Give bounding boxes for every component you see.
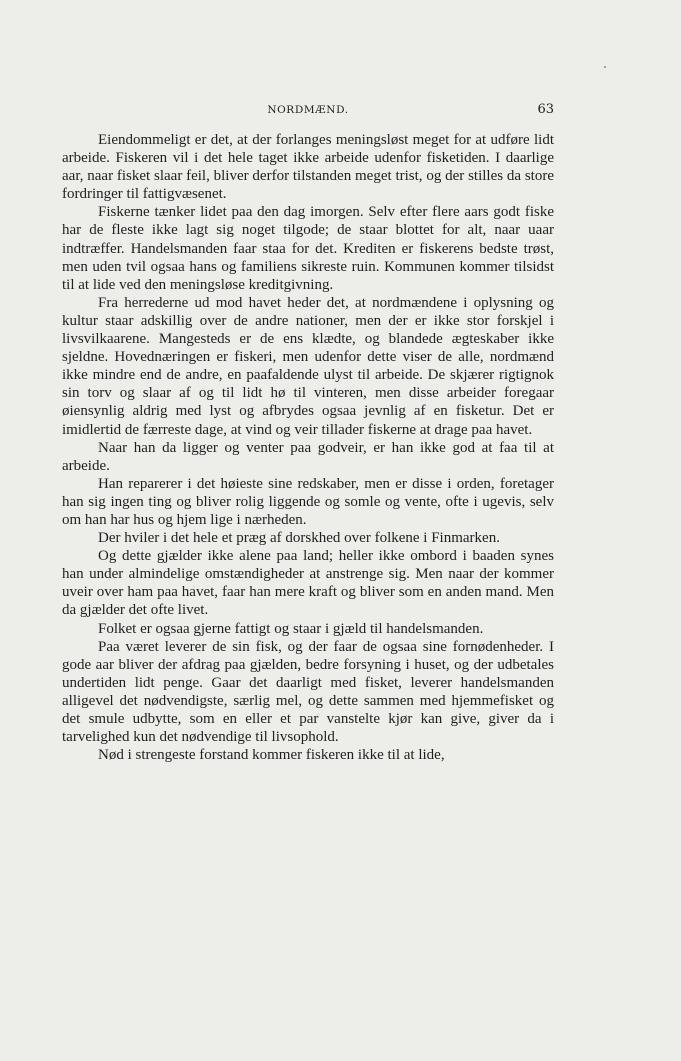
paper-speck [604, 66, 606, 68]
running-header [62, 102, 554, 120]
running-title: NORDMÆND. [267, 104, 349, 116]
paragraph: Han reparerer i det høieste sine redskaber, men er disse i orden, foretager han sig ingen ting og bliver rolig liggende og somle og vente, ofte i ugevis, selv om han har hus og hjem lige i nærheden. [62, 475, 554, 528]
paragraph: Fra herrederne ud mod havet heder det, at nordmændene i oplysning og kultur staar adskillig over de andre nationer, men der er ikke stor forskjel i livsvilkaarene. Mangesteds er de ens klædte, og blandede ægteskaber ikke sjeldne. Hovednæringen er fiskeri, men udenfor dette viser de alle, nordmænd ikke mindre end de andre, en paafaldende ulyst til arbeide. De skjærer rigtignok sin torv og slaar af og til lidt hø til vinteren, men disse arbeider foregaar øiensynlig aldrig med lyst og afbrydes ogsaa jevnlig af en fisketur. Det er imidlertid de færreste dage, at vind og veir tillader fiskerne at drage paa havet. [62, 294, 554, 438]
paragraph: Der hviler i det hele et præg af dorskhed over folkene i Finmarken. [98, 530, 500, 547]
paragraph: Folket er ogsaa gjerne fattigt og staar i gjæld til handelsmanden. [98, 620, 484, 637]
body-text [62, 131, 554, 764]
paragraph: Og dette gjælder ikke alene paa land; heller ikke ombord i baaden synes han under almindelige omstændigheder at anstrenge sig. Men naar der kommer uveir over ham paa havet, faar han mere kraft og bliver som en anden mand. Men da gjælder det ofte livet. [62, 548, 554, 619]
paragraph: Paa været leverer de sin fisk, og der faar de ogsaa sine fornødenheder. I gode aar bliver der afdrag paa gjælden, bedre forsyning i huset, og der udbetales undertiden lidt penge. Gaar det daarligt med fisket, leverer handelsmanden alligevel det nødvendigste, særlig mel, og dette sammen med hjemmefisket og det smule udbytte, som en eller et par vanstelte kjør kan give, giver da i tarvelighed kun det nødvendige til livsophold. [62, 638, 554, 746]
paragraph: Fiskerne tænker lidet paa den dag imorgen. Selv efter flere aars godt fiske har de fleste ikke lagt sig noget tilgode; de staar blottet for alt, naar uaar indtræffer. Handelsmanden faar staa for det. Krediten er fiskerens bedste trøst, men uden tvil ogsaa hans og familiens sikreste ruin. Kommunen kommer tilsidst til at lide ved den meningsløse kreditgivning. [62, 204, 554, 293]
page-number: 63 [537, 102, 554, 117]
paragraph: Nød i strengeste forstand kommer fiskeren ikke til at lide, [98, 747, 445, 764]
paragraph: Eiendommeligt er det, at der forlanges meningsløst meget for at udføre lidt arbeide. Fiskeren vil i det hele taget ikke arbeide udenfor fisketiden. I daarlige aar, naar fisket slaar feil, bliver derfor tilstanden meget trist, og der stilles da store fordringer til fattigvæsenet. [62, 132, 554, 203]
paragraph: Naar han da ligger og venter paa godveir, er han ikke god at faa til at arbeide. [62, 439, 554, 474]
